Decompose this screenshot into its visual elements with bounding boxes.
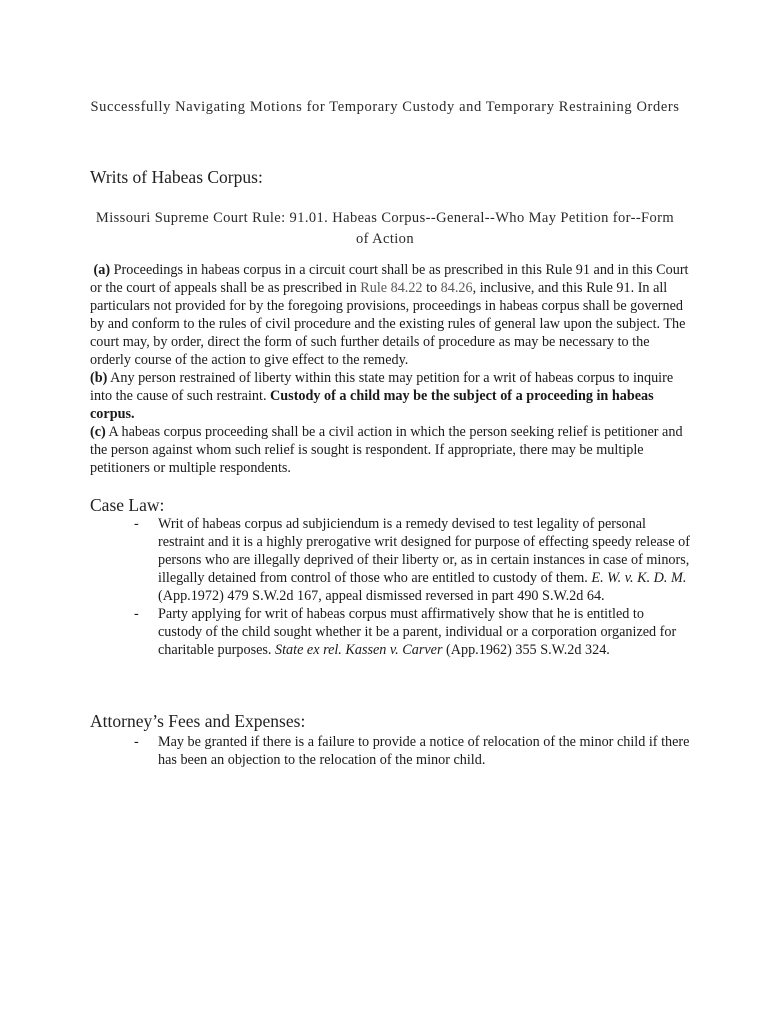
paragraph-b-text: Any person restrained of liberty within this state may petition for a writ of habeas corpus to inquire into the cause of such restraint. bbox=[90, 370, 674, 404]
bullet-dash: - bbox=[134, 516, 139, 532]
section-heading-fees: Attorney’s Fees and Expenses: bbox=[90, 711, 306, 731]
paragraph-c bbox=[90, 423, 690, 477]
document-title: Successfully Navigating Motions for Temporary Custody and Temporary Restraining Orders bbox=[90, 99, 680, 115]
bullet-dash: - bbox=[134, 606, 139, 622]
case-law-text: Writ of habeas corpus ad subjiciendum is a remedy devised to test legality of personal restraint and it is a highly prerogative writ designed for purpose of effecting speedy release of persons who are illegally deprived of their liberty or, as in certain instances in case of minors, illegally detained from control of those who are entitled to custody of them. bbox=[158, 516, 690, 586]
case-law-text: Party applying for writ of habeas corpus must affirmatively show that he is entitled to custody of the child sought whether it be a parent, individual or a corporation organized for charitable purposes. bbox=[158, 606, 677, 658]
case-citation-detail: (App.1962) 355 S.W.2d 324. bbox=[442, 642, 610, 658]
rule-84-22-link[interactable]: Rule 84.22 bbox=[360, 280, 423, 296]
paragraph-a-text-3: , inclusive, and this Rule 91. In all particulars not provided for by the foregoing provisions, proceedings in habeas corpus shall be governed by and conform to the rules of civil procedure and the existing rules of general law upon the subject. The court may, by order, direct the form of such further details of procedure as may be necessary to the orderly course of the action to give effect to the remedy. bbox=[90, 280, 686, 368]
paragraph-b-label: (b) bbox=[90, 370, 108, 386]
case-citation: E. W. v. K. D. M. bbox=[591, 570, 687, 586]
section-heading-case-law: Case Law: bbox=[90, 495, 165, 515]
fees-list bbox=[90, 733, 690, 769]
paragraph-b-bold-text: Custody of a child may be the subject of a proceeding in habeas corpus. bbox=[90, 388, 654, 422]
paragraph-a-text-2: to bbox=[422, 280, 441, 296]
case-citation-detail: (App.1972) 479 S.W.2d 167, appeal dismissed reversed in part 490 S.W.2d 64. bbox=[158, 588, 605, 604]
bullet-dash: - bbox=[134, 734, 139, 750]
rule-title: Missouri Supreme Court Rule: 91.01. Habeas Corpus--General--Who May Petition for--Form of Action bbox=[95, 210, 675, 247]
fees-text: May be granted if there is a failure to provide a notice of relocation of the minor child if there has been an objection to the relocation of the minor child. bbox=[158, 734, 690, 768]
paragraph-b bbox=[90, 369, 690, 423]
list-item bbox=[90, 515, 690, 605]
paragraph-c-text: A habeas corpus proceeding shall be a civil action in which the person seeking relief is petitioner and the person against whom such relief is sought is respondent. If appropriate, there may be multiple petitioners or multiple respondents. bbox=[90, 424, 683, 476]
list-item bbox=[90, 605, 690, 659]
rule-84-26-link[interactable]: 84.26 bbox=[440, 280, 473, 296]
list-item bbox=[90, 733, 690, 769]
rule-body bbox=[90, 261, 690, 477]
case-law-list bbox=[90, 515, 690, 659]
section-heading-writs: Writs of Habeas Corpus: bbox=[90, 167, 263, 187]
case-citation: State ex rel. Kassen v. Carver bbox=[275, 642, 443, 658]
paragraph-c-label: (c) bbox=[90, 424, 106, 440]
paragraph-a-label: (a) bbox=[93, 262, 111, 278]
paragraph-a bbox=[90, 261, 690, 369]
paragraph-a-text-1: Proceedings in habeas corpus in a circuit court shall be as prescribed in this Rule 91 and in this Court or the court of appeals shall be as prescribed in bbox=[90, 262, 689, 296]
